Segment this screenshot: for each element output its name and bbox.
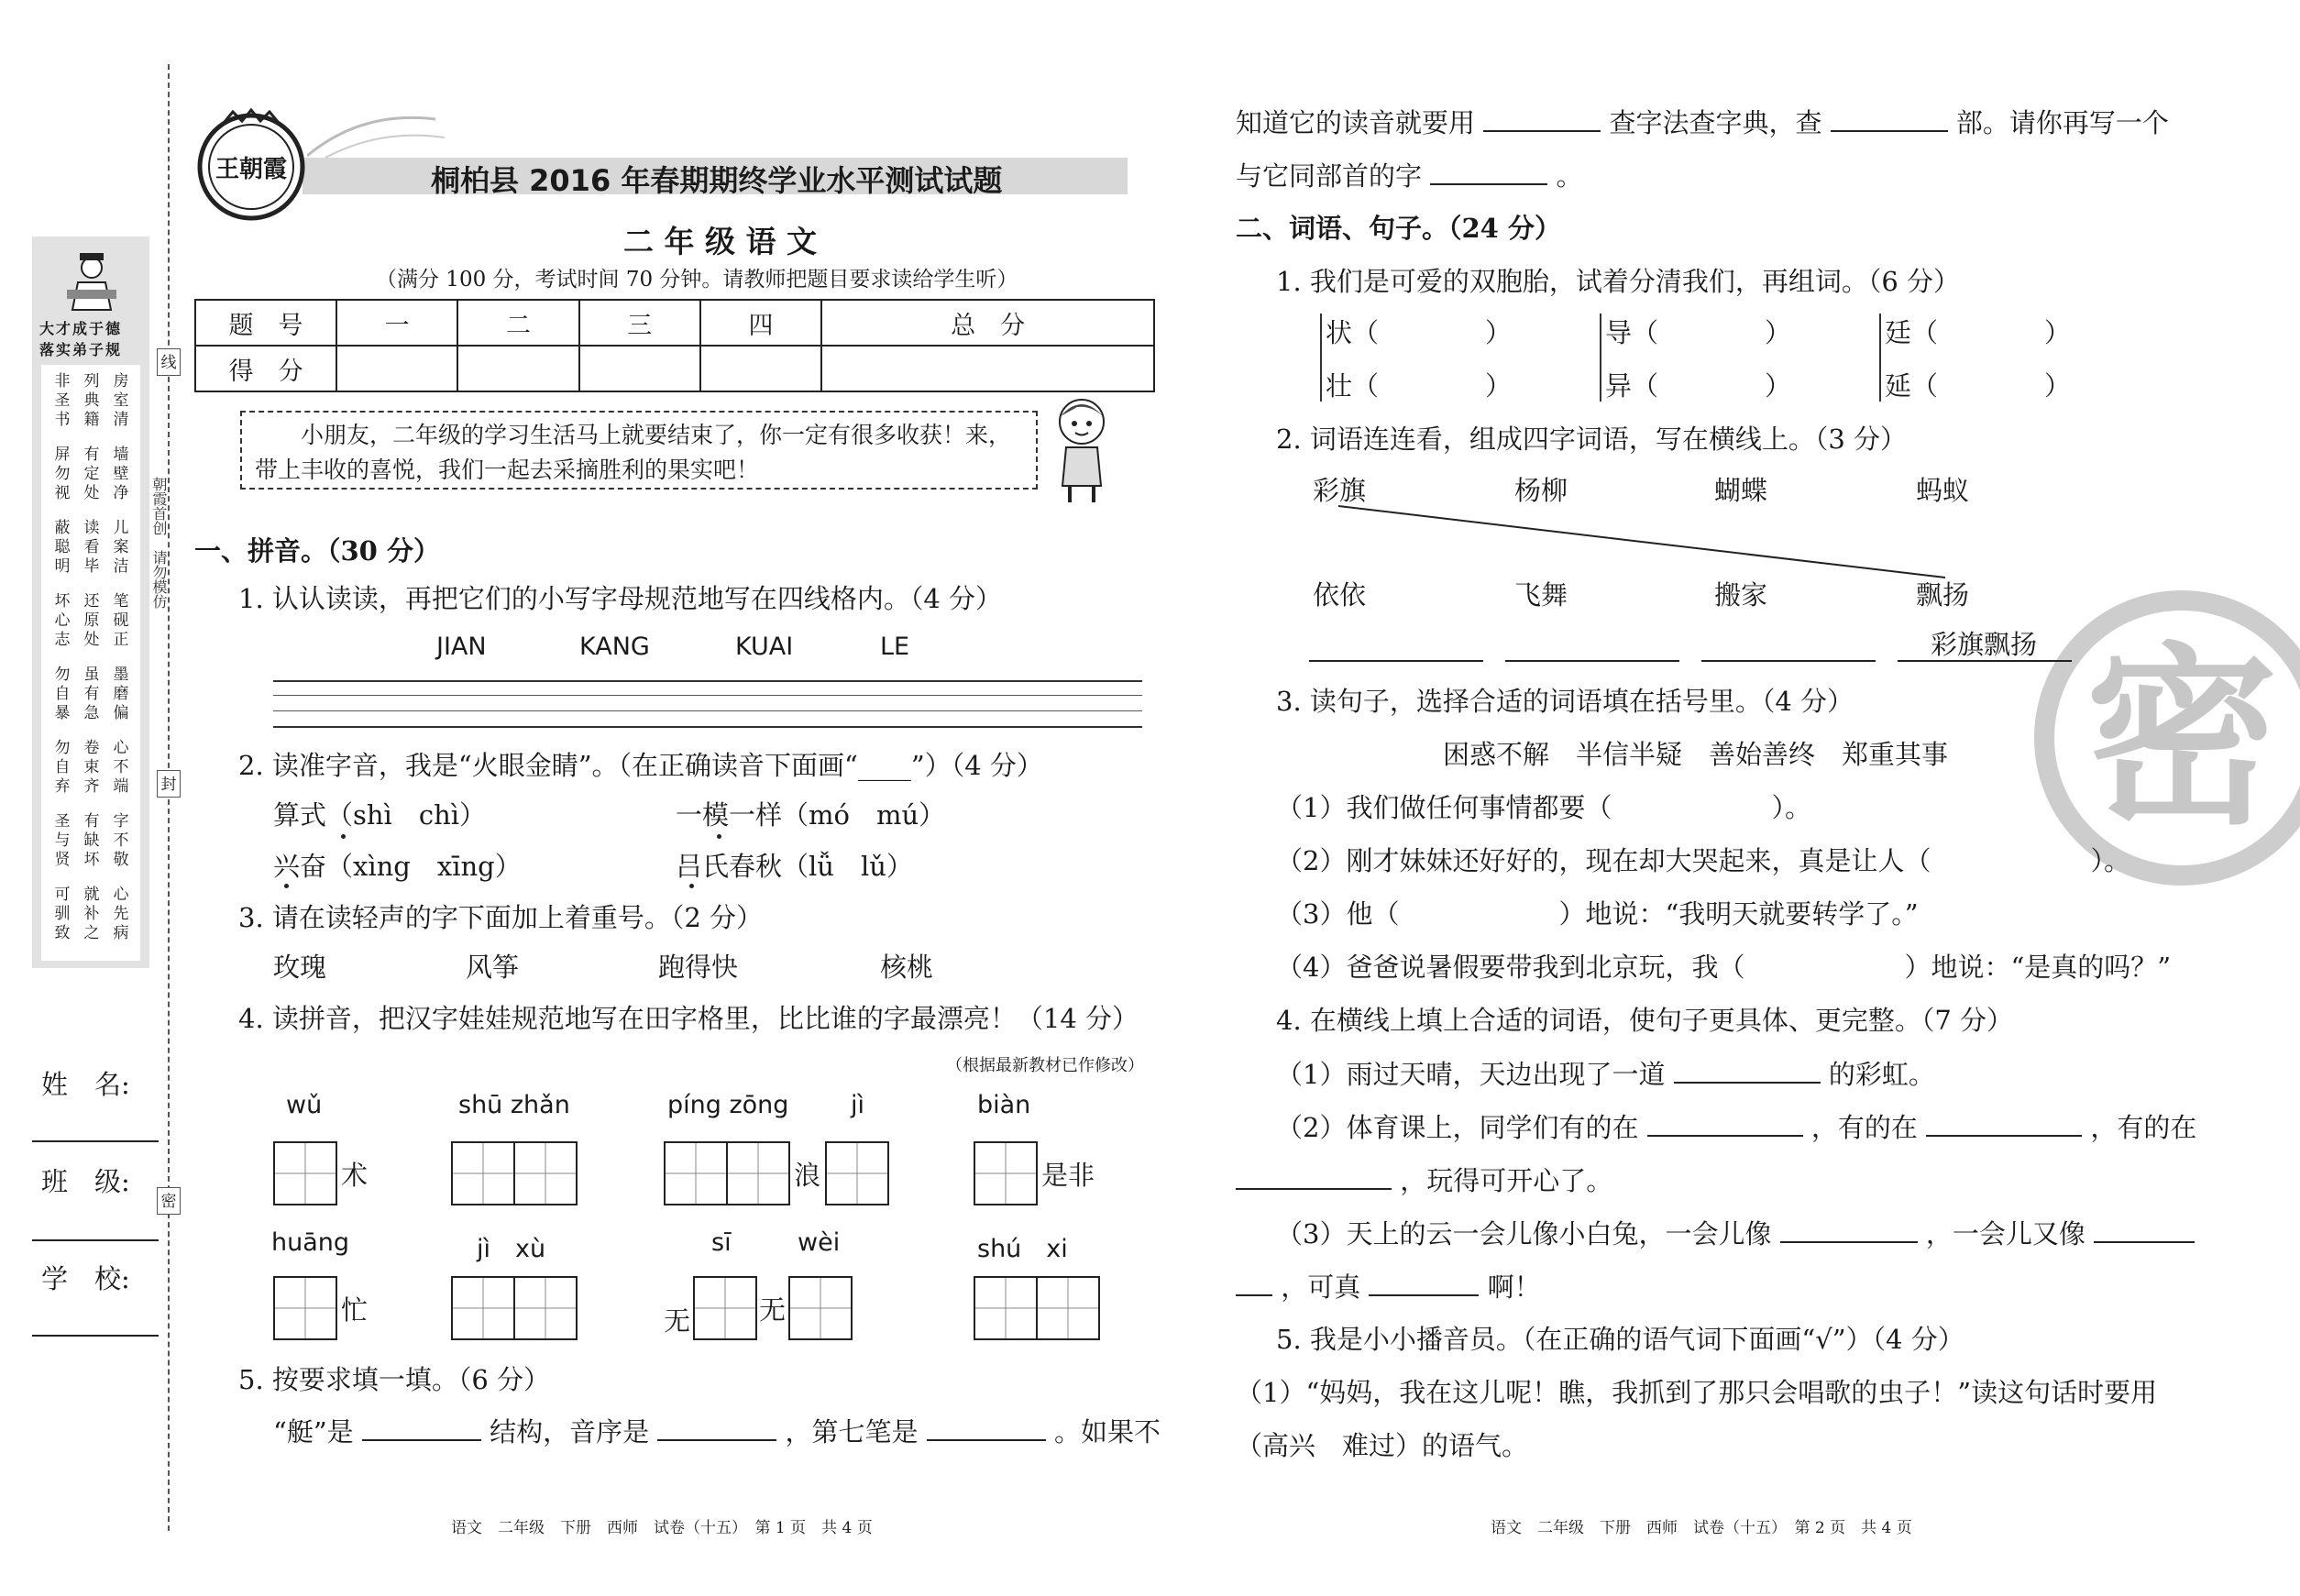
answer-blank[interactable] bbox=[1236, 1271, 1272, 1296]
match-word-top: 彩旗 bbox=[1313, 475, 1367, 506]
pinyin-letter: JIAN bbox=[436, 633, 487, 661]
match-line bbox=[1338, 504, 1953, 581]
match-word-top: 蚂蚁 bbox=[1916, 475, 1970, 506]
pair-item: 廷（ ） bbox=[1885, 317, 2072, 348]
pinyin-letter: KUAI bbox=[735, 633, 794, 661]
tianzige-cell[interactable] bbox=[664, 1141, 728, 1205]
tianzige-cell[interactable] bbox=[513, 1276, 578, 1340]
q3-item: 风筝 bbox=[466, 952, 520, 983]
table-cell: 三 bbox=[579, 300, 700, 346]
section1-title: 一、拼音。（30 分） bbox=[194, 535, 440, 567]
answer-line[interactable] bbox=[1505, 660, 1679, 662]
motto-phrase: 还原处 bbox=[83, 592, 100, 649]
q3-sentence: （4）爸爸说暑假要带我到北京玩，我（ ）地说：“是真的吗？” bbox=[1276, 952, 2172, 983]
page-title: 桐柏县 2016 年春期期终学业水平测试试题 bbox=[431, 163, 1003, 198]
given-char: 无 bbox=[664, 1305, 691, 1337]
q3-item: 核桃 bbox=[880, 952, 934, 983]
q5-text-a: “艇”是 bbox=[273, 1416, 354, 1447]
answer-blank[interactable] bbox=[1236, 1164, 1392, 1190]
q4-line-2b bbox=[1236, 1164, 1612, 1197]
answer-blank[interactable] bbox=[1369, 1271, 1479, 1296]
binding-mark-xian: 线 bbox=[157, 348, 181, 376]
table-cell: 四 bbox=[700, 300, 821, 346]
answer-blank[interactable] bbox=[1780, 1217, 1918, 1243]
motto-phrase: 虽有急 bbox=[83, 666, 100, 722]
q5-text-d: 。如果不 bbox=[1054, 1416, 1161, 1447]
q4-line-2 bbox=[1276, 1111, 2196, 1144]
pair-item: 壮（ ） bbox=[1326, 370, 1513, 402]
tianzige-cell[interactable] bbox=[451, 1276, 515, 1340]
cont-line-1 bbox=[1236, 106, 2169, 139]
table-cell: 一 bbox=[336, 300, 457, 346]
pair-bracket bbox=[1600, 314, 1601, 402]
logo-text: 王朝霞 bbox=[215, 156, 287, 183]
q4-line-3 bbox=[1276, 1217, 2195, 1250]
motto-line-2: 落实弟子规 bbox=[39, 341, 123, 358]
q5-line bbox=[273, 1415, 1161, 1448]
q2-item: 兴奋（xìng xīng） bbox=[273, 851, 522, 882]
pair-item: 状（ ） bbox=[1326, 317, 1513, 348]
motto-phrase: 可驯致 bbox=[54, 886, 71, 942]
motto-phrase: 墙壁净 bbox=[113, 446, 129, 502]
emphasis-dot bbox=[341, 834, 346, 839]
given-char: 忙 bbox=[341, 1294, 369, 1326]
score-cell[interactable] bbox=[579, 346, 700, 391]
pinyin-label: wǔ bbox=[286, 1091, 323, 1119]
score-table-header-row bbox=[195, 300, 1154, 346]
pair-item: 导（ ） bbox=[1605, 317, 1792, 348]
pinyin-label: sī bbox=[711, 1228, 732, 1257]
scholar-icon bbox=[60, 248, 124, 312]
answer-blank[interactable] bbox=[1483, 106, 1601, 132]
tianzige-cell[interactable] bbox=[974, 1141, 1038, 1205]
answer-blank[interactable] bbox=[1831, 106, 1948, 132]
tianzige-cell[interactable] bbox=[726, 1141, 790, 1205]
s2-q5-prompt: 5. 我是小小播音员。（在正确的语气词下面画“√”）（4 分） bbox=[1276, 1324, 1964, 1355]
tianzige-cell[interactable] bbox=[825, 1141, 889, 1205]
answer-line[interactable] bbox=[1701, 660, 1876, 662]
s2-q4-prompt: 4. 在横线上填上合适的词语，使句子更具体、更完整。（7 分） bbox=[1276, 1005, 2014, 1036]
cont-line-2 bbox=[1236, 160, 1582, 193]
q3-prompt: 3. 请在读轻声的字下面加上着重号。（2 分） bbox=[238, 902, 764, 933]
name-label: 姓 名: bbox=[41, 1069, 130, 1100]
s2-q3-prompt: 3. 读句子，选择合适的词语填在括号里。（4 分） bbox=[1276, 686, 1854, 717]
motto-phrase: 字不敬 bbox=[113, 812, 129, 869]
pinyin-label: jì bbox=[851, 1091, 865, 1119]
given-char: 是非 bbox=[1041, 1160, 1095, 1191]
motto-phrase: 笔砚正 bbox=[113, 592, 129, 649]
pinyin-label: píng zōng bbox=[667, 1091, 789, 1119]
side-note: 朝霞首创 请勿模仿 bbox=[150, 477, 168, 609]
pair-item: 延（ ） bbox=[1885, 370, 2072, 402]
tianzige-cell[interactable] bbox=[693, 1276, 757, 1340]
q2-item: 一模一样（mó mú） bbox=[676, 799, 946, 831]
s2-q2-prompt: 2. 词语连连看，组成四字词语，写在横线上。（3 分） bbox=[1276, 424, 1908, 455]
motto-phrase: 墨磨偏 bbox=[113, 666, 129, 722]
q2-prompt: 2. 读准字音，我是“火眼金睛”。（在正确读音下面画“____”）（4 分） bbox=[238, 750, 1043, 781]
q4-line-1 bbox=[1276, 1058, 1935, 1091]
cont-text: 知道它的读音就要用 bbox=[1236, 107, 1476, 138]
school-field[interactable] bbox=[32, 1335, 159, 1337]
answer-blank[interactable] bbox=[1926, 1111, 2082, 1137]
q5-sentence: （高兴 难过）的语气。 bbox=[1236, 1430, 1529, 1461]
class-field[interactable] bbox=[32, 1239, 159, 1241]
dashed-binding-line bbox=[168, 64, 170, 1531]
q3-sentence: （3）他（ ）地说：“我明天就要转学了。” bbox=[1276, 898, 1919, 930]
q5-text-c: ，第七笔是 bbox=[785, 1416, 919, 1447]
motto-phrase: 儿案洁 bbox=[113, 519, 129, 576]
pair-item: 异（ ） bbox=[1605, 370, 1792, 402]
tianzige-cell[interactable] bbox=[451, 1141, 515, 1205]
pinyin-letter: LE bbox=[880, 633, 910, 661]
ribbon-decoration bbox=[307, 101, 445, 169]
table-cell: 总 分 bbox=[821, 300, 1154, 346]
intro-box bbox=[240, 411, 1038, 490]
motto-phrase: 屏勿视 bbox=[54, 446, 71, 502]
emphasis-dot bbox=[689, 884, 694, 888]
motto-phrase: 蔽聪明 bbox=[54, 519, 71, 576]
q5-prompt: 5. 按要求填一填。（6 分） bbox=[238, 1364, 551, 1395]
q5-sentence: （1）“妈妈，我在这儿呢！瞧，我抓到了那只会唱歌的虫子！”读这句话时要用 bbox=[1236, 1377, 2158, 1408]
motto-phrase: 有缺坏 bbox=[83, 812, 100, 869]
q4-text: ，一会儿又像 bbox=[1925, 1218, 2085, 1249]
pair-bracket bbox=[1879, 314, 1881, 402]
section2-title: 二、词语、句子。（24 分） bbox=[1236, 213, 1561, 244]
motto-phrase: 非圣书 bbox=[54, 372, 71, 429]
match-word-bottom: 搬家 bbox=[1714, 579, 1768, 611]
motto-line-1: 大才成于德 bbox=[39, 320, 123, 337]
answer-blank[interactable] bbox=[927, 1415, 1046, 1441]
given-char: 无 bbox=[759, 1294, 787, 1326]
emphasis-dot bbox=[284, 884, 289, 888]
match-word-bottom: 飞舞 bbox=[1514, 579, 1568, 611]
score-cell[interactable] bbox=[336, 346, 457, 391]
answer-blank[interactable] bbox=[1647, 1111, 1803, 1137]
tianzige-cell[interactable] bbox=[1036, 1276, 1100, 1340]
q4-prompt: 4. 读拼音，把汉字娃娃规范地写在田字格里，比比谁的字最漂亮！（14 分） bbox=[238, 1003, 1139, 1034]
motto-phrase: 读看毕 bbox=[83, 519, 100, 576]
given-char: 术 bbox=[341, 1160, 369, 1191]
binding-mark-feng: 封 bbox=[157, 770, 181, 798]
q4-text: ，有的在 bbox=[1810, 1112, 1918, 1143]
motto-phrase: 卷束齐 bbox=[83, 739, 100, 796]
footer-left: 语文 二年级 下册 西师 试卷（十五） 第 1 页 共 4 页 bbox=[451, 1519, 873, 1537]
q4-text: （1）雨过天晴，天边出现了一道 bbox=[1276, 1059, 1666, 1090]
score-table-score-row bbox=[195, 346, 1154, 391]
motto-phrase: 有定处 bbox=[83, 446, 100, 502]
q3-sentence: （1）我们做任何事情都要（ ）。 bbox=[1276, 792, 1811, 823]
word-bank: 困惑不解 半信半疑 善始善终 郑重其事 bbox=[1443, 739, 1949, 770]
motto-phrase: 心先病 bbox=[113, 886, 129, 942]
cont-text: 部。请你再写一个 bbox=[1955, 107, 2169, 138]
pair-bracket bbox=[1320, 314, 1322, 402]
cont-text: 。 bbox=[1556, 160, 1583, 192]
given-char: 浪 bbox=[794, 1160, 821, 1191]
motto-phrase: 就补之 bbox=[83, 886, 100, 942]
q4-text: 的彩虹。 bbox=[1828, 1059, 1935, 1090]
answer-blank[interactable] bbox=[1674, 1058, 1821, 1084]
motto-phrase: 坏心志 bbox=[54, 592, 71, 649]
motto-phrase: 圣与贤 bbox=[54, 812, 71, 869]
exam-note: （满分 100 分，考试时间 70 分钟。请教师把题目要求读给学生听） bbox=[376, 268, 1018, 292]
q5-text-b: 结构，音序是 bbox=[490, 1416, 650, 1447]
match-word-bottom: 依依 bbox=[1313, 579, 1367, 611]
logo bbox=[194, 108, 309, 223]
subject-title: 二 年 级 语 文 bbox=[623, 224, 817, 259]
example-answer: 彩旗飘扬 bbox=[1931, 629, 2038, 660]
cont-text: 与它同部首的字 bbox=[1236, 160, 1423, 192]
watermark-stamp bbox=[2030, 587, 2300, 889]
motto-phrase: 勿自弃 bbox=[54, 739, 71, 796]
q4-text: ，玩得可开心了。 bbox=[1400, 1165, 1613, 1196]
intro-text: 小朋友，二年级的学习生活马上就要结束了，你一定有很多收获！来，带上丰收的喜悦，我们一起去采摘胜利的果实吧！ bbox=[255, 422, 1012, 483]
answer-blank[interactable] bbox=[1430, 160, 1547, 185]
q3-sentence: （2）刚才妹妹还好好的，现在却大哭起来，真是让人（ ）。 bbox=[1276, 845, 2130, 876]
tianzige-cell[interactable] bbox=[788, 1276, 853, 1340]
emphasis-dot bbox=[717, 834, 721, 839]
footer-right: 语文 二年级 下册 西师 试卷（十五） 第 2 页 共 4 页 bbox=[1491, 1519, 1912, 1537]
q4-text: （2）体育课上，同学们有的在 bbox=[1276, 1112, 1639, 1143]
q3-item: 跑得快 bbox=[658, 952, 739, 983]
score-cell[interactable] bbox=[700, 346, 821, 391]
match-word-bottom: 飘扬 bbox=[1916, 579, 1970, 611]
q2-item: 算式（shì chì） bbox=[273, 799, 487, 831]
motto-phrase: 房室清 bbox=[113, 372, 129, 429]
boy-illustration bbox=[1050, 394, 1114, 504]
motto-panel bbox=[32, 237, 149, 968]
answer-blank[interactable] bbox=[657, 1415, 776, 1441]
q4-text: ，有的在 bbox=[2090, 1112, 2197, 1143]
answer-blank[interactable] bbox=[362, 1415, 481, 1441]
binding-mark-mi: 密 bbox=[157, 1187, 181, 1215]
pinyin-label: shū zhǎn bbox=[458, 1091, 570, 1119]
q3-item: 玫瑰 bbox=[273, 952, 327, 983]
score-cell[interactable] bbox=[457, 346, 578, 391]
s2-q1-prompt: 1. 我们是可爱的双胞胎，试着分清我们，再组词。（6 分） bbox=[1276, 266, 1961, 297]
pinyin-label: jì xù bbox=[477, 1235, 546, 1263]
tianzige-cell[interactable] bbox=[273, 1141, 337, 1205]
answer-blank[interactable] bbox=[2094, 1217, 2195, 1243]
pinyin-label: wèi bbox=[798, 1228, 841, 1257]
q4-text: ，可真 bbox=[1281, 1271, 1361, 1303]
motto-inner bbox=[41, 365, 140, 961]
motto-phrase: 勿自暴 bbox=[54, 666, 71, 722]
pinyin-label: huāng bbox=[271, 1228, 350, 1257]
school-label: 学 校: bbox=[41, 1263, 130, 1294]
q4-text: （3）天上的云一会儿像小白兔，一会儿像 bbox=[1276, 1218, 1772, 1249]
name-field[interactable] bbox=[32, 1140, 159, 1142]
table-cell: 得 分 bbox=[195, 346, 336, 391]
score-table bbox=[194, 299, 1155, 392]
answer-line[interactable] bbox=[1309, 660, 1483, 662]
score-cell[interactable] bbox=[821, 346, 1154, 391]
match-word-top: 杨柳 bbox=[1514, 475, 1568, 506]
q2-item: 吕氏春秋（lǚ lǔ） bbox=[676, 851, 913, 882]
motto-phrase: 列典籍 bbox=[83, 372, 100, 429]
tianzige-cell[interactable] bbox=[273, 1276, 337, 1340]
q4-note: （根据最新教材已作修改） bbox=[946, 1056, 1144, 1075]
match-word-top: 蝴蝶 bbox=[1714, 475, 1768, 506]
class-label: 班 级: bbox=[41, 1166, 130, 1197]
motto-phrase: 心不端 bbox=[113, 739, 129, 796]
table-cell: 题 号 bbox=[195, 300, 336, 346]
table-cell: 二 bbox=[457, 300, 578, 346]
pinyin-label: shú xi bbox=[977, 1235, 1068, 1263]
q4-text: 啊！ bbox=[1487, 1271, 1541, 1303]
tianzige-cell[interactable] bbox=[974, 1276, 1038, 1340]
cont-text: 查字法查字典，查 bbox=[1609, 107, 1822, 138]
four-line-grid[interactable] bbox=[273, 680, 1142, 728]
stamp-text: 密 bbox=[2085, 624, 2278, 851]
tianzige-cell[interactable] bbox=[513, 1141, 578, 1205]
pinyin-label: biàn bbox=[977, 1091, 1031, 1119]
q4-line-3b bbox=[1236, 1271, 1541, 1304]
q1-prompt: 1. 认认读读，再把它们的小写字母规范地写在四线格内。（4 分） bbox=[238, 583, 1003, 614]
pinyin-letter: KANG bbox=[579, 633, 650, 661]
